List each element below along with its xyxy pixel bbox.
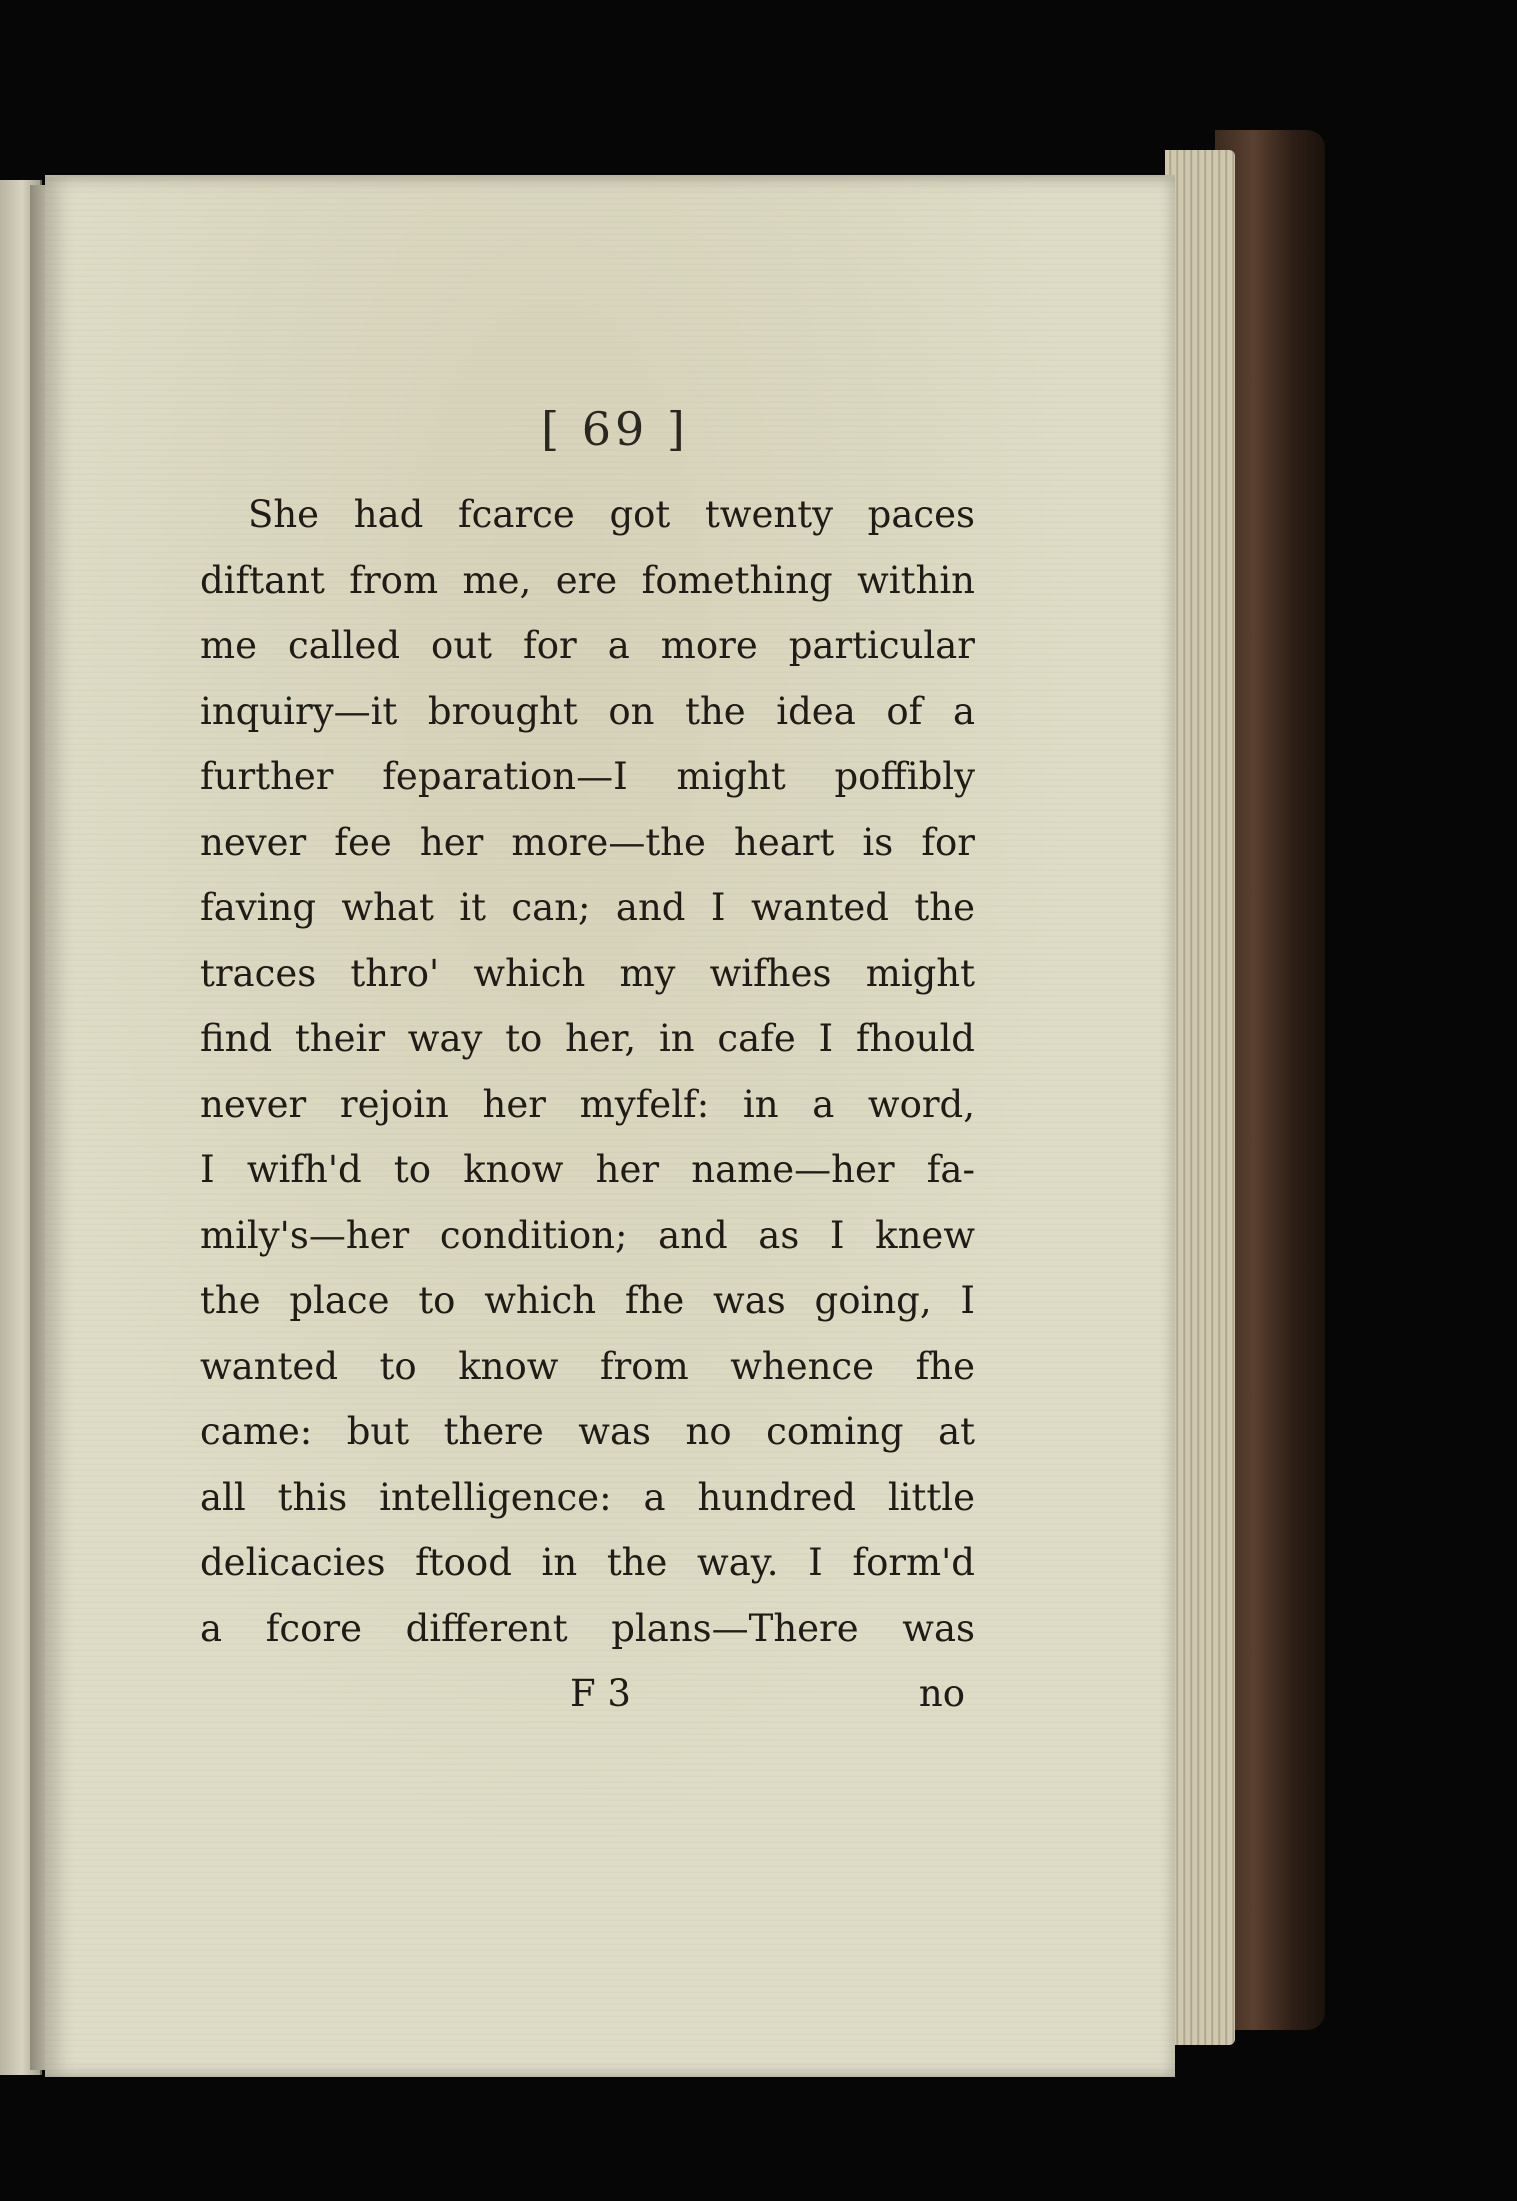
- page-number: [ 69 ]: [541, 402, 689, 456]
- signature-mark: F 3: [570, 1672, 631, 1715]
- text-line: further feparation—I might poffibly: [200, 755, 975, 798]
- text-line: wanted to know from whence fhe: [200, 1344, 975, 1388]
- text-line: I wifh'd to know her name—her fa-: [200, 1148, 975, 1191]
- text-line: faving what it can; and I wanted the: [200, 886, 975, 929]
- text-line: me called out for a more particular: [200, 624, 975, 667]
- book-page: [45, 175, 1175, 2077]
- page-footer: [200, 1672, 975, 1742]
- text-line: inquiry—it brought on the idea of a: [200, 689, 975, 733]
- body-text: [200, 482, 975, 1661]
- text-line: delicacies ftood in the way. I form'd: [200, 1541, 975, 1584]
- text-line: She had fcarce got twenty paces: [248, 493, 975, 536]
- text-line: diftant from me, ere fomething within: [200, 558, 975, 602]
- text-line: find their way to her, in cafe I fhould: [200, 1017, 975, 1060]
- text-line: never fee her more—the heart is for: [200, 820, 975, 864]
- text-line: all this intelligence: a hundred little: [200, 1475, 975, 1519]
- text-line: a fcore different plans—There was: [200, 1606, 975, 1650]
- catchword: no: [918, 1672, 965, 1715]
- text-line: never rejoin her myfelf: in a word,: [200, 1082, 975, 1126]
- text-line: mily's—her condition; and as I knew: [200, 1213, 975, 1257]
- text-line: came: but there was no coming at: [200, 1410, 975, 1453]
- page-stack-edge: [1165, 150, 1235, 2045]
- text-line: traces thro' which my wifhes might: [200, 951, 975, 995]
- text-line: the place to which fhe was going, I: [200, 1279, 975, 1322]
